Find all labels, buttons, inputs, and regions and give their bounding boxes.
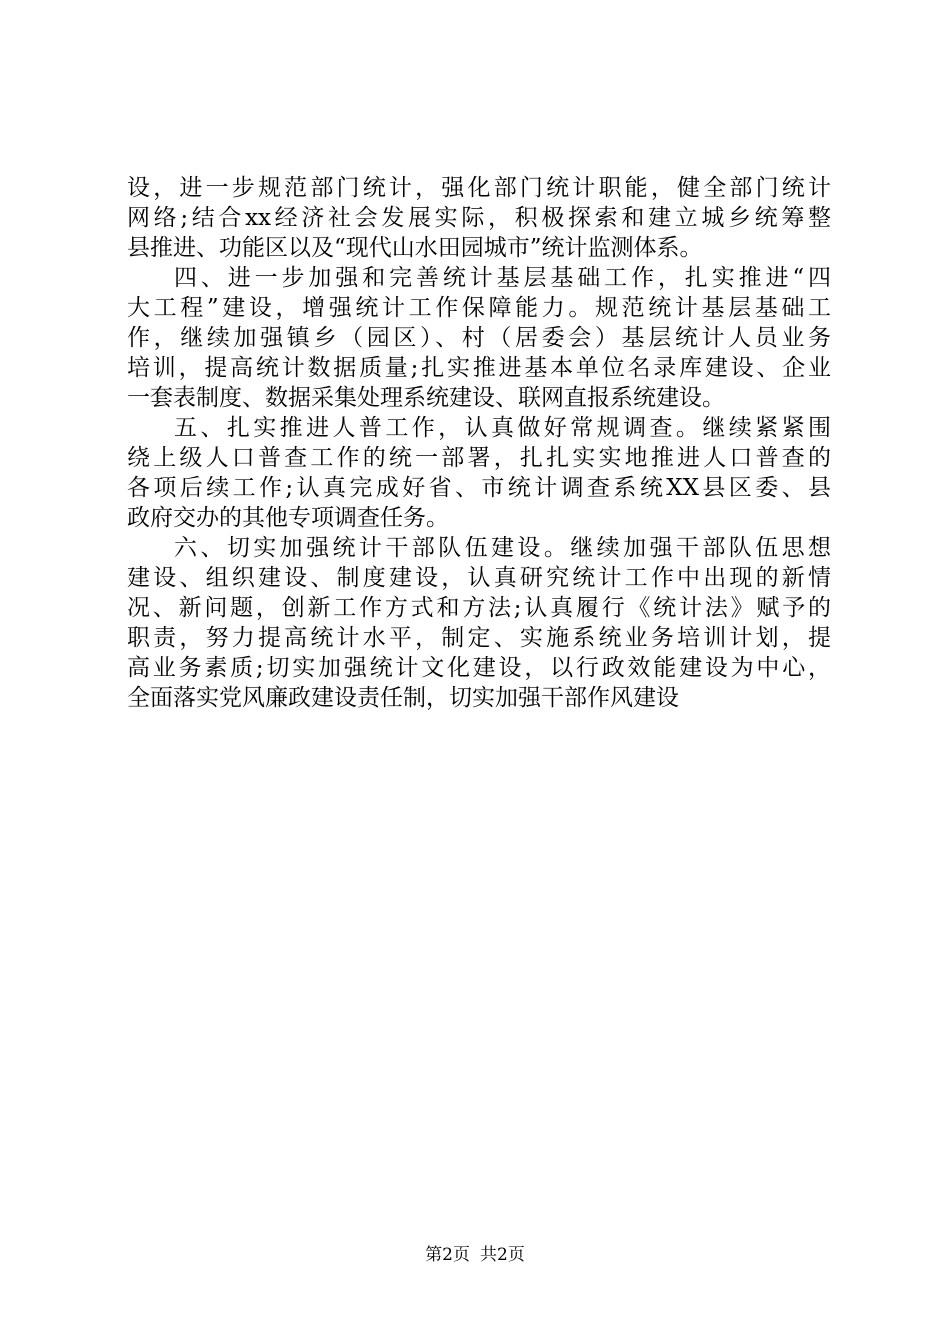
- text-line: 职责，努力提高统计水平，制定、实施系统业务培训计划，提: [127, 625, 831, 651]
- text-line: 高业务素质;切实加强统计文化建设，以行政效能建设为中心，: [127, 655, 831, 681]
- text-line: 培训，提高统计数据质量;扎实推进基本单位名录库建设、企业: [127, 355, 831, 381]
- text-line: 政府交办的其他专项调查任务。: [127, 505, 449, 531]
- text-line: 一套表制度、数据采集处理系统建设、联网直报系统建设。: [127, 385, 725, 411]
- page-number: 第2页: [425, 1245, 470, 1265]
- text-line: 全面落实党风廉政建设责任制，切实加强干部作风建设: [127, 685, 679, 711]
- paragraph-4: [127, 533, 831, 713]
- text-line: 六、切实加强统计干部队伍建设。继续加强干部队伍思想: [174, 535, 831, 561]
- text-line: 建设、组织建设、制度建设，认真研究统计工作中出现的新情: [127, 565, 831, 591]
- text-line: 四、进一步加强和完善统计基层基础工作，扎实推进“四: [174, 265, 831, 291]
- text-line: 各项后续工作;认真完成好省、市统计调查系统XX县区委、县: [127, 475, 831, 501]
- text-line: 县推进、功能区以及“现代山水田园城市”统计监测体系。: [127, 235, 703, 261]
- text-line: 绕上级人口普查工作的统一部署，扎扎实实地推进人口普查的: [127, 445, 831, 471]
- text-line: 作，继续加强镇乡（园区）、村（居委会）基层统计人员业务: [127, 325, 831, 351]
- paragraph-1: [127, 173, 831, 263]
- text-line: 大工程”建设，增强统计工作保障能力。规范统计基层基础工: [127, 295, 831, 321]
- text-line: 况、新问题，创新工作方式和方法;认真履行《统计法》赋予的: [127, 595, 831, 621]
- text-line: 五、扎实推进人普工作，认真做好常规调查。继续紧紧围: [174, 415, 831, 441]
- text-line: 设，进一步规范部门统计，强化部门统计职能，健全部门统计: [127, 175, 831, 201]
- paragraph-2: [127, 263, 831, 413]
- page-footer: [0, 1244, 950, 1266]
- page-total: 共2页: [480, 1245, 525, 1265]
- text-line: 网络;结合xx经济社会发展实际，积极探索和建立城乡统筹整: [127, 205, 831, 231]
- paragraph-3: [127, 413, 831, 533]
- document-body: [127, 173, 831, 713]
